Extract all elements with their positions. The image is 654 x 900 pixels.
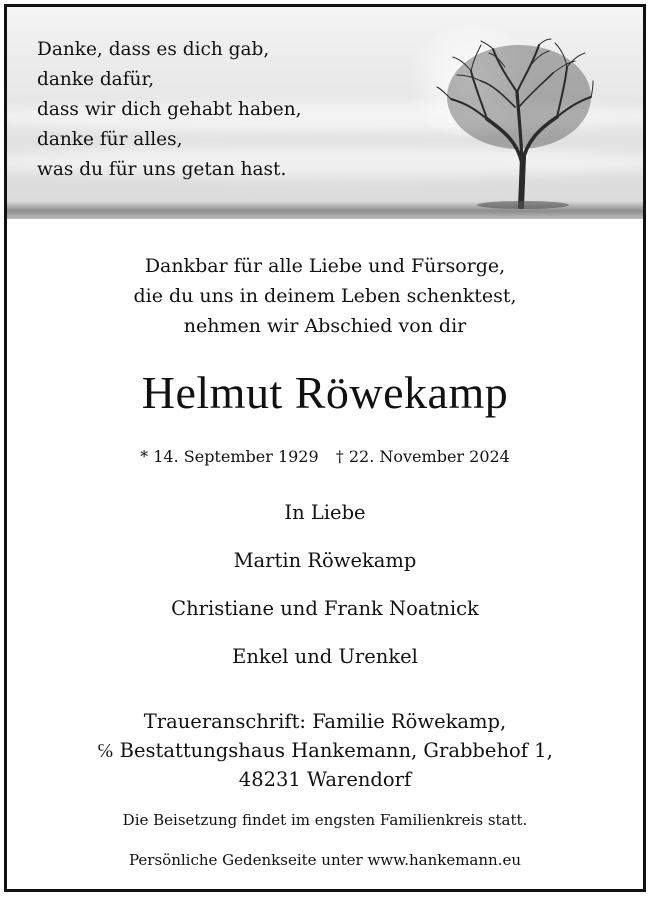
mourner-line: Martin Röwekamp: [233, 549, 417, 572]
mourner-line: Enkel und Urenkel: [232, 645, 418, 668]
obituary-frame: [4, 4, 646, 892]
poem-line: dass wir dich gehabt haben,: [37, 99, 302, 120]
poem-line: was du für uns getan hast.: [37, 159, 287, 180]
address-line: ℅ Bestattungshaus Hankemann, Grabbehof 1,: [97, 739, 553, 762]
address-line: 48231 Warendorf: [238, 768, 412, 791]
death-date: † 22. November 2024: [335, 447, 510, 466]
mourning-address: [7, 707, 643, 794]
header-banner: [7, 7, 643, 219]
memorial-page-note: Persönliche Gedenkseite unter www.hankemann.eu: [129, 851, 521, 869]
poem-line: danke dafür,: [37, 69, 155, 90]
poem: [37, 35, 302, 185]
deceased-name: Helmut Röwekamp: [141, 367, 509, 418]
mourner-line: In Liebe: [284, 501, 366, 524]
poem-line: danke für alles,: [37, 129, 183, 150]
birth-date: * 14. September 1929: [140, 447, 319, 466]
burial-note: Die Beisetzung findet im engsten Familienkreis statt.: [122, 811, 528, 829]
tree-illustration: [435, 37, 595, 209]
intro-line: nehmen wir Abschied von dir: [183, 315, 467, 337]
intro-line: Dankbar für alle Liebe und Fürsorge,: [144, 255, 506, 277]
poem-line: Danke, dass es dich gab,: [37, 39, 270, 60]
life-dates: [7, 445, 643, 469]
address-line: Traueranschrift: Familie Röwekamp,: [143, 710, 507, 733]
intro-line: die du uns in deinem Leben schenktest,: [133, 285, 517, 307]
mourner-line: Christiane und Frank Noatnick: [171, 597, 479, 620]
intro-text: [7, 251, 643, 341]
